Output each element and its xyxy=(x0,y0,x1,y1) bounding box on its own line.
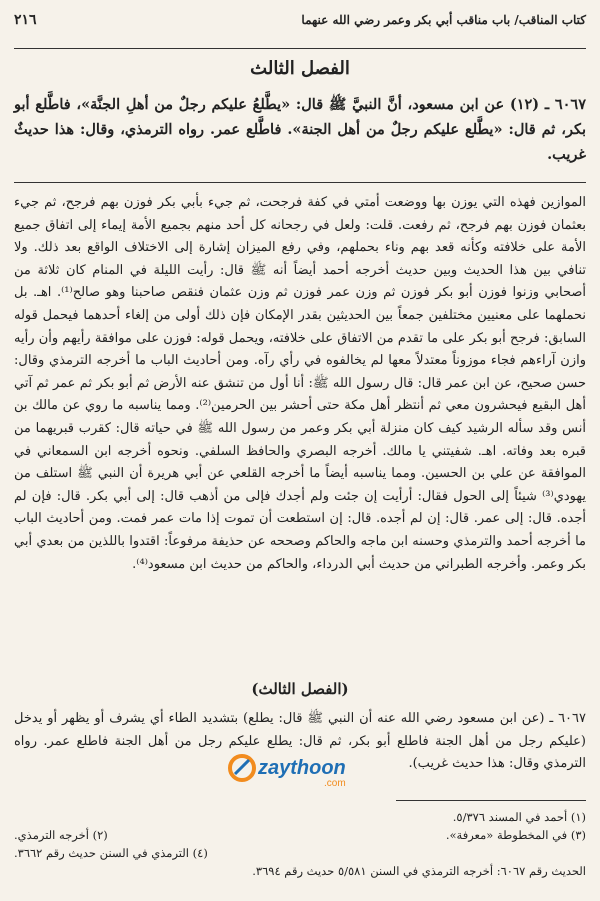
section2-title: (الفصل الثالث) xyxy=(251,680,349,698)
commentary-text: الموازين فهذه التي يوزن بها ووضعت أمتي في كفة فرجحت، ثم جيء بأبي بكر فوزن بهم فرجح، ثم جيء بعثمان فوزن بهم فرجح، ثم رفعت. قلت: ولعل في رجحانه كل أحد منهم بجميع الأمة إيماء إلى اتفاق جميع الأمة على خلافته وكأنه قعد بهم وناء بحملهم، وفي رفع الميزان إشارة إلى الاختلاف الواقع بعد ذلك. ولا تنافي بين هذا الحديث وبين حديث أخرجه أحمد أيضاً أنه ﷺ قال: رأيت الليلة في المنام كان ثلاثة من أصحابي وزنوا فوزن أبو بكر فوزن ثم وزن عمر فوزن ثم وزن عثمان فنقص صاحبنا وهو صالح⁽¹⁾. اهـ. بل نحملهما على معنيين مختلفين جمعاً بين الحديثين بقدر الإمكان فإن ذلك أولى من إلغاء أحدهما فيحمل قوله السابق: فرجح أبو بكر على ما تقدم من الاتفاق على خلافته، ويحمل قوله: فوزن على موافقة رأيهم وأن رأيه وازن آراءهم فجاء موزوناً معتدلاً معها لم يخالفوه في رأي رآه. ومن أحاديث الباب ما أخرجه الترمذي وقال: حسن صحيح، عن ابن عمر قال: قال رسول الله ﷺ: أنا أول من تنشق عنه الأرض ثم أبو بكر ثم عمر ثم آتي أهل البقيع فيحشرون معي ثم أنتظر أهل مكة حتى أحشر بين الحرمين⁽²⁾. ومما يناسبه ما روي عن مالك بن أنس وقد سأله الرشيد كيف كان منزلة أبي بكر وعمر من رسول الله ﷺ في حياته قال: كقرب قبريهما من قبره بعد وفاته. اهـ. شفيتني يا مالك. أخرجه البصري والحافظ السلفي. ونحوه أخرجه ابن السمعاني في الموافقة عن علي بن الحسين. ومما يناسبه أيضاً ما أخرجه القلعي عن أبي هريرة أن النبي ﷺ استلف من يهودي⁽³⁾ شيئاً إلى الحول فقال: أرأيت إن جئت ولم أجدك فإلى من أذهب قال: إلى أبي بكر. قال: فإن لم أجده. قال: إلى عمر. قال: إن لم أجده. قال: إن استطعت أن تموت إذا مات عمر فمت. ومن أحاديث الباب ما أخرجه أحمد والترمذي وحسنه ابن ماجه والحاكم وصححه عن حذيفة مرفوعاً: اقتدوا باللذين من بعدي أبي بكر وعمر. وأخرجه الطبراني من حديث أبي الدرداء، والحاكم من حديث ابن مسعود⁽⁴⁾. xyxy=(14,195,587,572)
footnote-2: (٢) أخرجه الترمذي. xyxy=(14,828,108,842)
watermark-logo-stroke xyxy=(235,760,249,774)
footnote-1: (١) أحمد في المسند ٥/٣٧٦. xyxy=(452,810,586,824)
section2-text: ٦٠٦٧ ـ (عن ابن مسعود رضي الله عنه أن النبي ﷺ قال: يطلع) بتشديد الطاء أي يشرف أو يظهر أو يدخل (عليكم رجل من أهل الجنة فاطلع أبو بكر، ثم قال: يطلع عليكم رجل من أهل الجنة فاطلع عمر. رواه الترمذي وقال: هذا حديث غريب). xyxy=(14,711,586,771)
header-rule xyxy=(14,48,586,49)
matn-rule xyxy=(14,182,586,183)
watermark-domain: .com xyxy=(324,778,346,789)
page-header xyxy=(14,12,586,48)
footnote-3: (٣) في المخطوطة «معرفة». xyxy=(445,828,586,842)
footnote-4: (٤) الترمذي في السنن حديث رقم ٣٦٦٢. xyxy=(14,846,208,860)
hadith-text: ٦٠٦٧ ـ (١٢) عن ابن مسعود، أنَّ النبيَّ ﷺ قال: «يطَّلعُ عليكم رجلٌ من أهلِ الجنَّة»، فاطَّلع أبو بكر، ثم قال: «يطَّلع عليكم رجلٌ من أهل الجنة». فاطَّلع عمر. رواه الترمذي، وقال: هذا حديثٌ غريب. xyxy=(14,96,586,163)
footnote-rule xyxy=(396,800,586,801)
page-number: ٢١٦ xyxy=(14,12,37,28)
watermark-brand: zaythoon xyxy=(258,757,346,779)
chapter-title: كتاب المناقب/ باب مناقب أبي بكر وعمر رضي الله عنهما xyxy=(301,13,586,27)
zaythoon-watermark xyxy=(222,748,372,792)
section-title: الفصل الثالث xyxy=(250,58,350,79)
footnotes xyxy=(14,808,586,880)
footnote-5: الحديث رقم ٦٠٦٧: أخرجه الترمذي في السنن ٥/٥٨١ حديث رقم ٣٦٩٤. xyxy=(252,864,586,878)
